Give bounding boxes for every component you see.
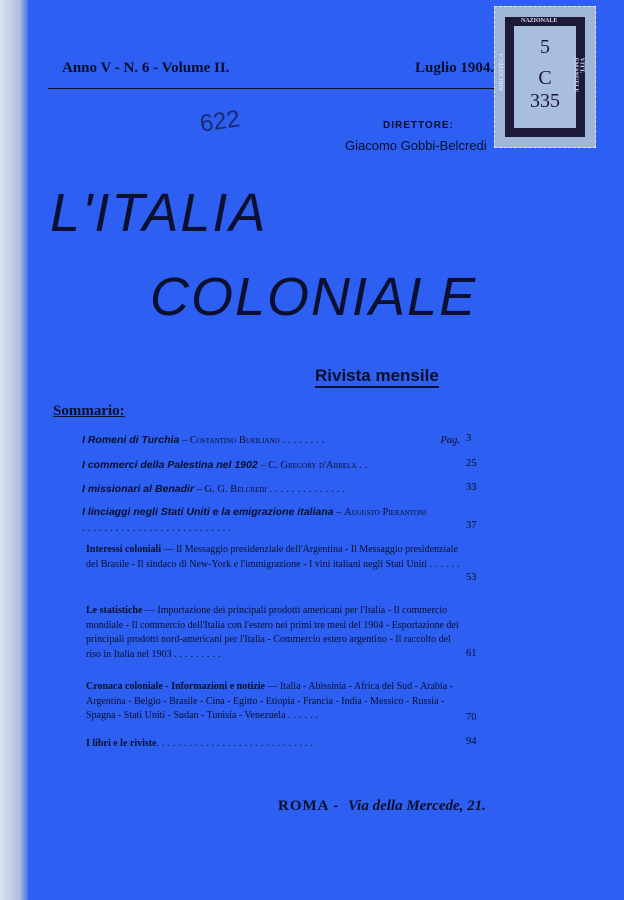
stamp-line1: 5 [540, 36, 550, 58]
stamp-line3: 335 [530, 90, 560, 112]
toc-page: 61 [466, 648, 477, 659]
toc-entry: Interessi coloniali — Il Messaggio presidenziale dell'Argentina - Il Messaggio presidenziale del Brasile - Il sindaco di New-York e l'immigrazione - I vini italiani negli Stati Uniti ...... [86, 544, 463, 570]
toc-entry: Le statistiche — Importazione dei principali prodotti americani per l'Italia - Il commercio mondiale - Il commercio dell'Italia con l'estero nei primi tre mesi del 1904 - Esportazione dei principali prodotti nord-americani per l'Italia - Commercio estero argentino - Il raccolto del riso in Italia nel 1903 ......... [86, 605, 459, 660]
toc-entry: I libri e le riviste............................. [86, 738, 317, 749]
stamp-right: VITT. EMANUELE [572, 57, 585, 93]
toc-page: 37 [466, 520, 477, 531]
toc-entry: I Romeni di Turchia – Costantino Buriliano ........ Pag. [82, 434, 460, 446]
toc-page: 94 [466, 736, 477, 747]
toc-entry: I commerci della Palestina nel 1902 – C. Gregory d'Arbela .. [82, 459, 371, 471]
subtitle: Rivista mensile [315, 366, 439, 388]
stamp-left: BIBLIOTECA [499, 52, 506, 92]
toc-page: 33 [466, 482, 477, 493]
toc-entry: Cronaca coloniale - Informazioni e notizie — Italia - Abissinia - Africa del Sud - Arabia - Argentina - Belgio - Brasile - Cina - Egitto - Etiopia - Francia - India - Messico - Russia - Spagna - Stati Uniti - Sudan - Tunisia - Venezuela ...... [86, 681, 453, 721]
issue-info: Anno V - N. 6 - Volume II. [62, 60, 230, 76]
direttore-label: DIRETTORE: [383, 120, 454, 131]
handwritten-number: 622 [198, 105, 242, 138]
imprint-city: ROMA - [278, 798, 340, 814]
page-edge [0, 0, 28, 900]
library-stamp [494, 6, 596, 148]
toc-page: 25 [466, 458, 477, 469]
title-line2: COLONIALE [150, 267, 478, 327]
toc-entry: I missionari al Benadir – G. G. Belcredi .............. [82, 483, 349, 495]
toc-entry: I linciaggi negli Stati Uniti e la emigrazione italiana – Augusto Pierantoni ........................... [82, 506, 427, 534]
toc-page: 70 [466, 712, 477, 723]
sommario-heading: Sommario: [53, 403, 125, 419]
stamp-top: NAZIONALE [521, 18, 558, 24]
imprint-address: Via della Mercede, 21. [348, 798, 486, 814]
issue-date: Luglio 1904. [415, 60, 495, 76]
header-rule [48, 88, 496, 89]
toc-page: 53 [466, 572, 477, 583]
stamp-line2: C [538, 67, 552, 89]
toc-page: 3 [466, 433, 472, 444]
direttore-name: Giacomo Gobbi-Belcredi [345, 138, 487, 153]
title-line1: L'ITALIA [50, 183, 268, 243]
